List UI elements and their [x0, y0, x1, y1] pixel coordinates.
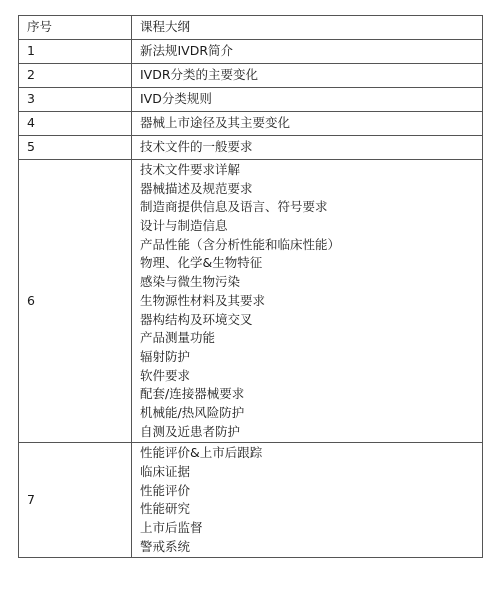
table-row: [19, 40, 483, 64]
topic-line: 机械能/热风险防护: [140, 404, 245, 420]
table-row: [19, 136, 483, 160]
header-number: 序号: [19, 16, 132, 40]
topic-line: 性能评价&上市后跟踪: [140, 445, 263, 461]
table-row: [19, 160, 483, 443]
row-topic: 新法规IVDR简介: [132, 40, 483, 64]
topic-line: 生物源性材料及其要求: [140, 292, 266, 308]
row-number: 5: [19, 136, 132, 160]
row-number: 7: [19, 443, 132, 558]
row-number: 1: [19, 40, 132, 64]
course-syllabus-table: [18, 15, 483, 558]
row-topic: IVD分类规则: [132, 88, 483, 112]
topic-line: 警戒系统: [140, 538, 191, 554]
row-topic: 技术文件的一般要求: [132, 136, 483, 160]
topic-line: 性能评价: [140, 482, 191, 498]
topic-line: 器械描述及规范要求: [140, 180, 253, 196]
topic-line: 临床证据: [140, 464, 191, 479]
topic-line: 性能研究: [140, 501, 191, 517]
header-syllabus: 课程大纲: [132, 16, 483, 40]
topic-line: 感染与微生物污染: [140, 274, 241, 290]
table-row: [19, 112, 483, 136]
row-topic: IVDR分类的主要变化: [132, 64, 483, 88]
row-number: 3: [19, 88, 132, 112]
topic-line: 软件要求: [140, 367, 191, 383]
row-number: 6: [19, 160, 132, 443]
topic-line: 器构结构及环境交叉: [140, 311, 253, 327]
row-number: 2: [19, 64, 132, 88]
row-number: 4: [19, 112, 132, 136]
table-row: [19, 88, 483, 112]
row-topic: 器械上市途径及其主要变化: [132, 112, 483, 136]
topic-line: 产品性能（含分析性能和临床性能）: [140, 236, 341, 252]
table-header-row: [19, 16, 483, 40]
topic-line: 自测及近患者防护: [140, 423, 241, 439]
topic-line: 制造商提供信息及语言、符号要求: [140, 199, 328, 215]
topic-line: 配套/连接器械要求: [140, 386, 245, 402]
topic-line: 设计与制造信息: [140, 218, 228, 234]
table-row: [19, 64, 483, 88]
topic-line: 物理、化学&生物特征: [140, 255, 263, 271]
table-row: [19, 443, 483, 558]
topic-line: 技术文件要求详解: [140, 162, 241, 177]
row-topics-list: [132, 443, 483, 558]
row-topics-list: [132, 160, 483, 443]
topic-line: 产品测量功能: [140, 330, 216, 346]
topic-line: 辐射防护: [140, 348, 191, 364]
topic-line: 上市后监督: [140, 520, 203, 536]
